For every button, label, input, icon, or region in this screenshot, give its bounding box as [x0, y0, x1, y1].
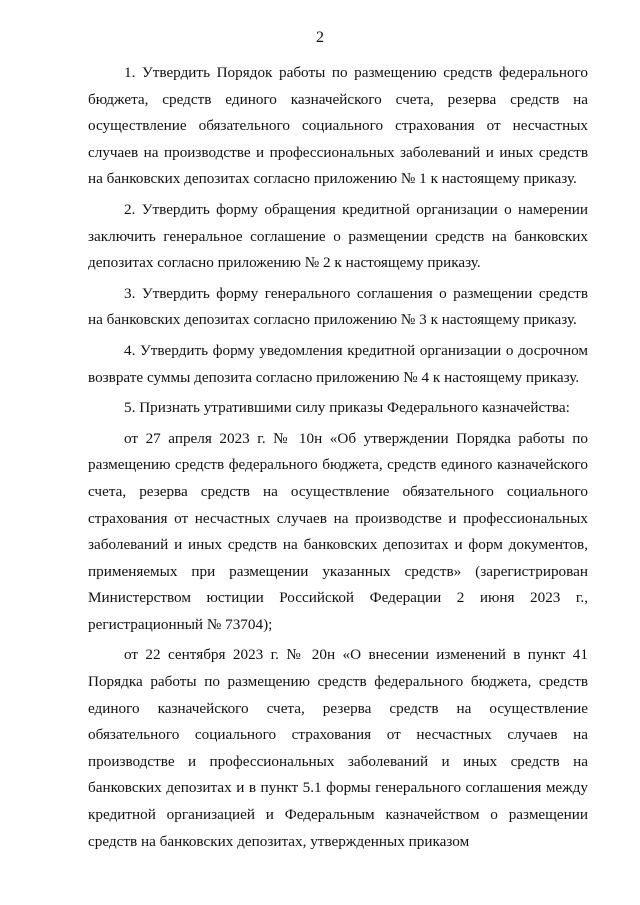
paragraph-item-4: 4. Утвердить форму уведомления кредитной организации о досрочном возврате суммы депозита согласно приложению № 4 к настоящему приказу. — [88, 341, 588, 386]
paragraph-item-5: 5. Признать утратившими силу приказы Федерального казначейства: — [124, 399, 570, 417]
paragraph-item-3: 3. Утвердить форму генерального соглашения о размещении средств на банковских депозитах согласно приложению № 3 к настоящему приказу. — [88, 284, 588, 329]
paragraph-order-20n: от 22 сентября 2023 г. № 20н «О внесении изменений в пункт 41 Порядка работы по размещению средств федерального бюджета, средств единого казначейского счета, резерва средств на осуществление обязательного социального страхования от несчастных случаев на производстве и профессиональных заболеваний и иных средств на банковских депозитах и в пункт 5.1 формы генерального соглашения между кредитной организацией и Федеральным казначейством о размещении средств на банковских депозитах, утвержденных приказом — [88, 646, 588, 850]
page-number: 2 — [316, 29, 324, 46]
paragraph-item-1: 1. Утвердить Порядок работы по размещению средств федерального бюджета, средств единого казначейского счета, резерва средств на осуществление обязательного социального страхования от несчастных случаев на производстве и профессиональных заболеваний и иных средств на банковских депозитах согласно приложению № 1 к настоящему приказу. — [88, 64, 588, 188]
document-body — [88, 60, 588, 859]
paragraph-item-2: 2. Утвердить форму обращения кредитной организации о намерении заключить генеральное соглашение о размещении средств на банковских депозитах согласно приложению № 2 к настоящему приказу. — [88, 200, 588, 272]
paragraph-order-10n: от 27 апреля 2023 г. № 10н «Об утверждении Порядка работы по размещению средств федерального бюджета, средств единого казначейского счета, резерва средств на осуществление обязательного социального страхования от несчастных случаев на производстве и профессиональных заболеваний и иных средств на банковских депозитах и форм документов, применяемых при размещении указанных средств» (зарегистрирован Министерством юстиции Российской Федерации 2 июня 2023 г., регистрационный № 73704); — [88, 429, 588, 633]
